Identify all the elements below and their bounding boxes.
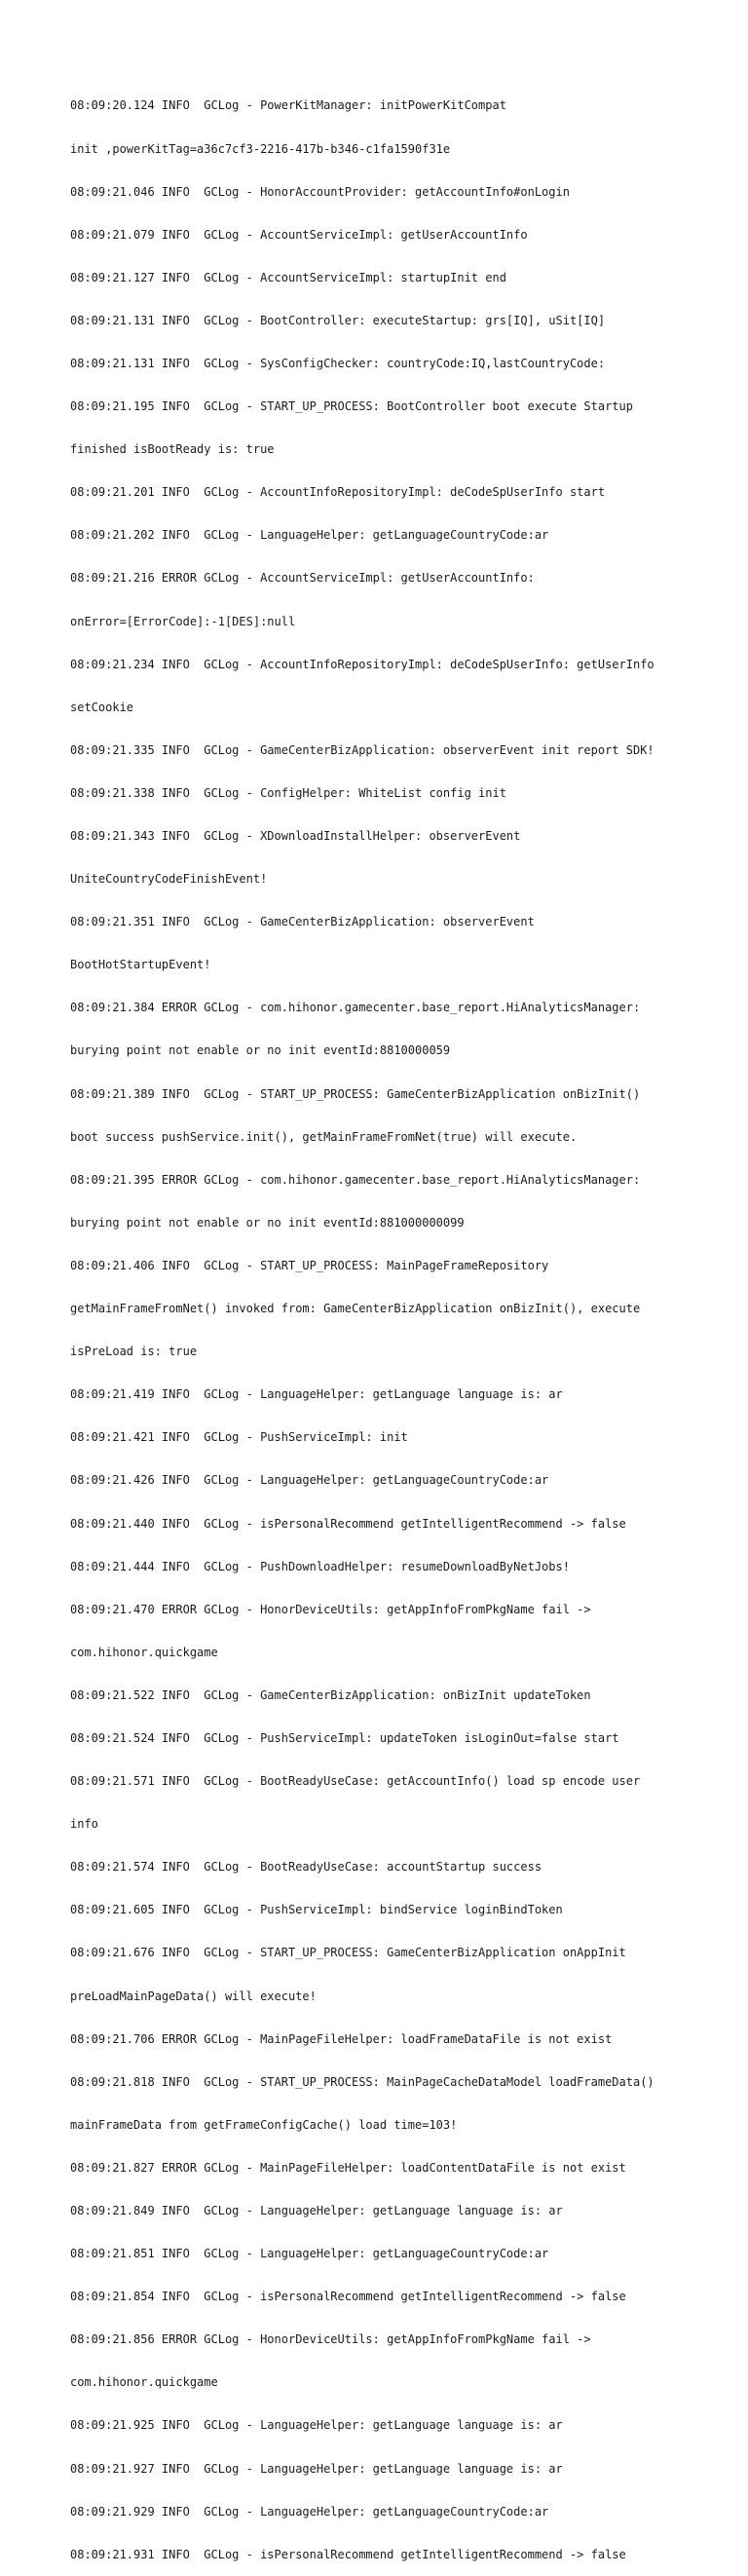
log-line: init ,powerKitTag=a36c7cf3-2216-417b-b346-c1fa1590f31e <box>70 141 451 156</box>
log-line: com.hihonor.quickgame <box>70 1645 218 1659</box>
log-line: 08:09:21.131 INFO GCLog - SysConfigChecker: countryCode:IQ,lastCountryCode: <box>70 356 606 370</box>
log-line: getMainFrameFromNet() invoked from: GameCenterBizApplication onBizInit(), execute <box>70 1302 641 1316</box>
log-line: 08:09:21.421 INFO GCLog - PushServiceImpl: init <box>70 1430 408 1445</box>
log-line: burying point not enable or no init eventId:881000000099 <box>70 1215 465 1230</box>
log-line: 08:09:21.605 INFO GCLog - PushServiceImpl: bindService loginBindToken <box>70 1903 563 1917</box>
log-line: preLoadMainPageData() will execute! <box>70 1989 317 2003</box>
log-line: 08:09:21.395 ERROR GCLog - com.hihonor.gamecenter.base_report.HiAnalyticsManager: <box>70 1172 641 1187</box>
log-line: 08:09:21.676 INFO GCLog - START_UP_PROCESS: GameCenterBizApplication onAppInit <box>70 1946 626 1960</box>
log-line: boot success pushService.init(), getMainFrameFromNet(true) will execute. <box>70 1129 578 1144</box>
log-line: 08:09:21.827 ERROR GCLog - MainPageFileHelper: loadContentDataFile is not exist <box>70 2160 626 2175</box>
log-line: 08:09:21.338 INFO GCLog - ConfigHelper: WhiteList config init <box>70 785 506 800</box>
log-line: 08:09:21.426 INFO GCLog - LanguageHelper: getLanguageCountryCode:ar <box>70 1473 549 1488</box>
log-line: 08:09:21.574 INFO GCLog - BootReadyUseCase: accountStartup success <box>70 1860 542 1875</box>
log-line: burying point not enable or no init eventId:8810000059 <box>70 1043 451 1058</box>
log-line: 08:09:21.706 ERROR GCLog - MainPageFileHelper: loadFrameDataFile is not exist <box>70 2031 613 2046</box>
log-line: info <box>70 1817 98 1832</box>
log-line: 08:09:21.818 INFO GCLog - START_UP_PROCESS: MainPageCacheDataModel loadFrameData() <box>70 2074 654 2089</box>
log-line: finished isBootReady is: true <box>70 442 275 457</box>
log-line: 08:09:21.849 INFO GCLog - LanguageHelper: getLanguage language is: ar <box>70 2204 563 2217</box>
log-line: 08:09:21.406 INFO GCLog - START_UP_PROCESS: MainPageFrameRepository <box>70 1258 549 1272</box>
log-line: 08:09:21.440 INFO GCLog - isPersonalRecommend getIntelligentRecommend -> false <box>70 1516 626 1531</box>
log-line: 08:09:21.234 INFO GCLog - AccountInfoRepositoryImpl: deCodeSpUserInfo: getUserInfo <box>70 657 654 671</box>
log-line: UniteCountryCodeFinishEvent! <box>70 872 268 887</box>
log-line: setCookie <box>70 700 134 714</box>
log-line: 08:09:21.419 INFO GCLog - LanguageHelper: getLanguage language is: ar <box>70 1387 563 1402</box>
log-line: onError=[ErrorCode]:-1[DES]:null <box>70 614 296 628</box>
log-line: 08:09:21.335 INFO GCLog - GameCenterBizApplication: observerEvent init report SDK! <box>70 742 654 757</box>
log-line: 08:09:21.202 INFO GCLog - LanguageHelper: getLanguageCountryCode:ar <box>70 528 549 543</box>
log-line: 08:09:21.524 INFO GCLog - PushServiceImpl: updateToken isLoginOut=false start <box>70 1730 619 1745</box>
log-line: 08:09:21.046 INFO GCLog - HonorAccountProvider: getAccountInfo#onLogin <box>70 184 570 199</box>
log-line: 08:09:20.124 INFO GCLog - PowerKitManager: initPowerKitCompat <box>70 98 506 113</box>
log-line: 08:09:21.343 INFO GCLog - XDownloadInstallHelper: observerEvent <box>70 829 521 843</box>
log-line: isPreLoad is: true <box>70 1345 198 1359</box>
log-line: 08:09:21.384 ERROR GCLog - com.hihonor.gamecenter.base_report.HiAnalyticsManager: <box>70 1001 641 1015</box>
log-line: 08:09:21.929 INFO GCLog - LanguageHelper: getLanguageCountryCode:ar <box>70 2504 549 2519</box>
log-line: 08:09:21.201 INFO GCLog - AccountInfoRepositoryImpl: deCodeSpUserInfo start <box>70 485 606 500</box>
log-line: 08:09:21.931 INFO GCLog - isPersonalRecommend getIntelligentRecommend -> false <box>70 2547 626 2561</box>
log-line: 08:09:21.389 INFO GCLog - START_UP_PROCESS: GameCenterBizApplication onBizInit() <box>70 1086 641 1101</box>
log-line: 08:09:21.216 ERROR GCLog - AccountServiceImpl: getUserAccountInfo: <box>70 571 535 586</box>
log-line: 08:09:21.351 INFO GCLog - GameCenterBizApplication: observerEvent <box>70 915 535 929</box>
log-line: 08:09:21.470 ERROR GCLog - HonorDeviceUtils: getAppInfoFromPkgName fail -> <box>70 1602 591 1616</box>
log-line: 08:09:21.571 INFO GCLog - BootReadyUseCase: getAccountInfo() load sp encode user <box>70 1774 641 1789</box>
log-line: com.hihonor.quickgame <box>70 2375 218 2390</box>
log-line: 08:09:21.925 INFO GCLog - LanguageHelper: getLanguage language is: ar <box>70 2418 563 2433</box>
log-line: 08:09:21.522 INFO GCLog - GameCenterBizApplication: onBizInit updateToken <box>70 1687 591 1702</box>
log-line: 08:09:21.131 INFO GCLog - BootController: executeStartup: grs[IQ], uSit[IQ] <box>70 313 606 327</box>
log-line: mainFrameData from getFrameConfigCache() load time=103! <box>70 2117 458 2132</box>
log-line: 08:09:21.851 INFO GCLog - LanguageHelper: getLanguageCountryCode:ar <box>70 2247 549 2261</box>
log-text <box>70 70 693 2576</box>
log-line: 08:09:21.927 INFO GCLog - LanguageHelper: getLanguage language is: ar <box>70 2461 563 2476</box>
log-line: 08:09:21.079 INFO GCLog - AccountServiceImpl: getUserAccountInfo <box>70 227 528 242</box>
log-line: 08:09:21.854 INFO GCLog - isPersonalRecommend getIntelligentRecommend -> false <box>70 2290 626 2304</box>
log-line: 08:09:21.856 ERROR GCLog - HonorDeviceUtils: getAppInfoFromPkgName fail -> <box>70 2332 591 2347</box>
log-line: 08:09:21.127 INFO GCLog - AccountServiceImpl: startupInit end <box>70 270 506 284</box>
log-line: 08:09:21.195 INFO GCLog - START_UP_PROCESS: BootController boot execute Startup <box>70 399 633 414</box>
log-line: 08:09:21.444 INFO GCLog - PushDownloadHelper: resumeDownloadByNetJobs! <box>70 1559 570 1573</box>
log-line: BootHotStartupEvent! <box>70 958 211 972</box>
